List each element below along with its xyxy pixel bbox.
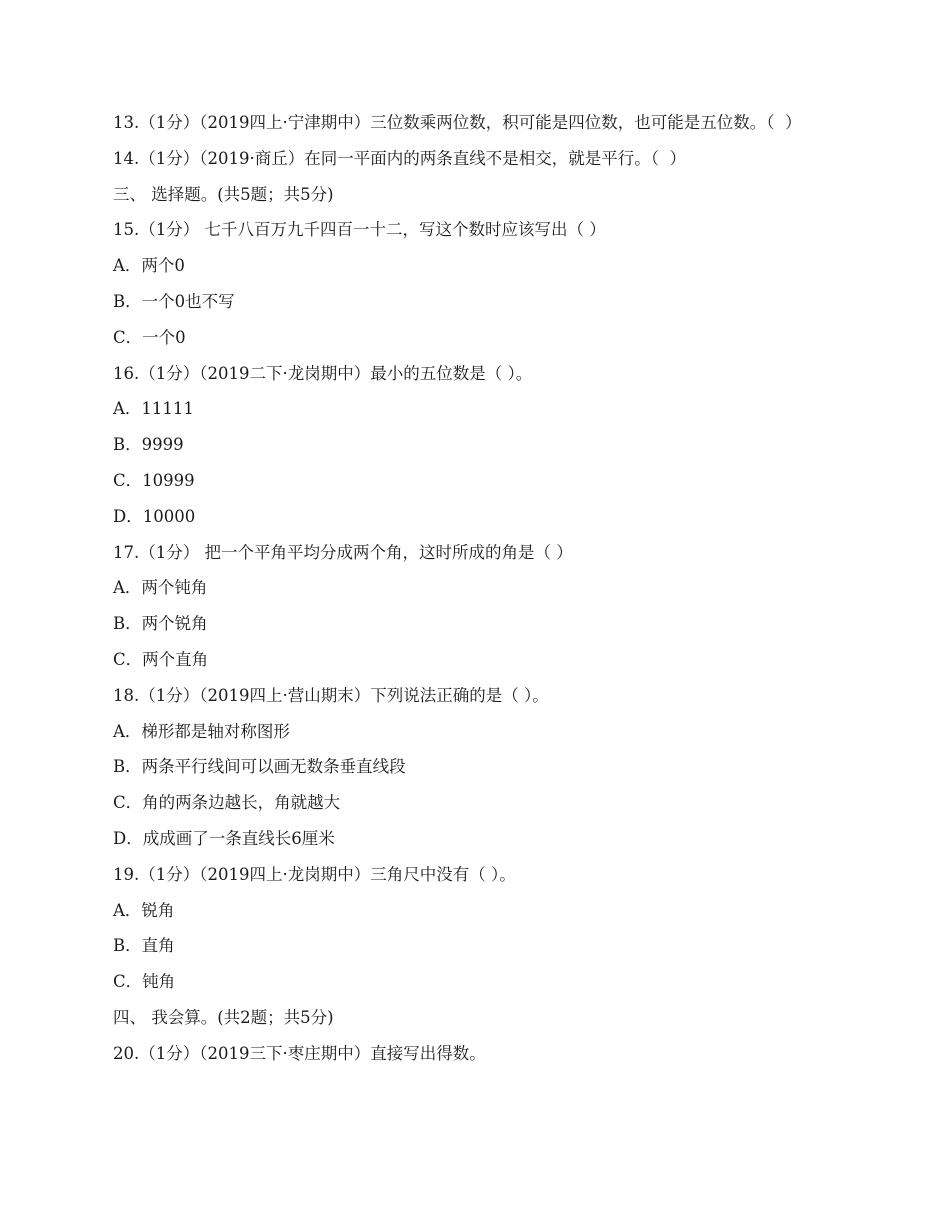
question-18-option-c: C．角的两条边越长，角就越大 — [113, 793, 341, 813]
question-19-option-b: B．直角 — [113, 936, 175, 956]
document-page — [113, 112, 833, 1079]
question-19: 19.（1分）（2019四上·龙岗期中）三角尺中没有（ ）。 — [113, 864, 516, 884]
question-15: 15.（1分） 七千八百万九千四百一十二，写这个数时应该写出（ ） — [113, 220, 606, 240]
question-16-option-a: A．11111 — [113, 399, 194, 419]
question-16-option-c: C．10999 — [113, 470, 195, 490]
question-17-option-a: A．两个钝角 — [113, 578, 208, 598]
question-19-option-a: A．锐角 — [113, 900, 175, 920]
question-13: 13.（1分）（2019四上·宁津期中）三位数乘两位数，积可能是四位数，也可能是五位数。（ ） — [113, 113, 802, 132]
question-15-option-b: B．一个0也不写 — [113, 291, 235, 311]
question-14: 14.（1分）（2019·商丘）在同一平面内的两条直线不是相交，就是平行。（ ） — [113, 148, 686, 168]
question-18: 18.（1分）（2019四上·营山期末）下列说法正确的是（ ）。 — [113, 685, 549, 705]
question-20: 20.（1分）（2019三下·枣庄期中）直接写出得数。 — [113, 1043, 486, 1063]
question-16-option-b: B．9999 — [113, 435, 184, 455]
question-18-option-b: B．两条平行线间可以画无数条垂直线段 — [113, 757, 406, 777]
question-18-option-d: D．成成画了一条直线长6厘米 — [113, 828, 335, 848]
question-18-option-a: A．梯形都是轴对称图形 — [113, 721, 290, 741]
question-16-option-d: D．10000 — [113, 506, 196, 526]
question-15-option-a: A．两个0 — [113, 256, 185, 276]
question-19-option-c: C．钝角 — [113, 972, 176, 992]
question-17-option-b: B．两个锐角 — [113, 614, 208, 634]
question-17: 17.（1分） 把一个平角平均分成两个角，这时所成的角是（ ） — [113, 542, 573, 562]
section-heading-4: 四、 我会算。(共2题；共5分) — [113, 1007, 334, 1027]
question-17-option-c: C．两个直角 — [113, 649, 209, 669]
question-16: 16.（1分）（2019二下·龙岗期中）最小的五位数是（ ）。 — [113, 363, 533, 383]
question-15-option-c: C．一个0 — [113, 327, 186, 347]
section-heading-3: 三、 选择题。(共5题；共5分) — [113, 184, 334, 204]
